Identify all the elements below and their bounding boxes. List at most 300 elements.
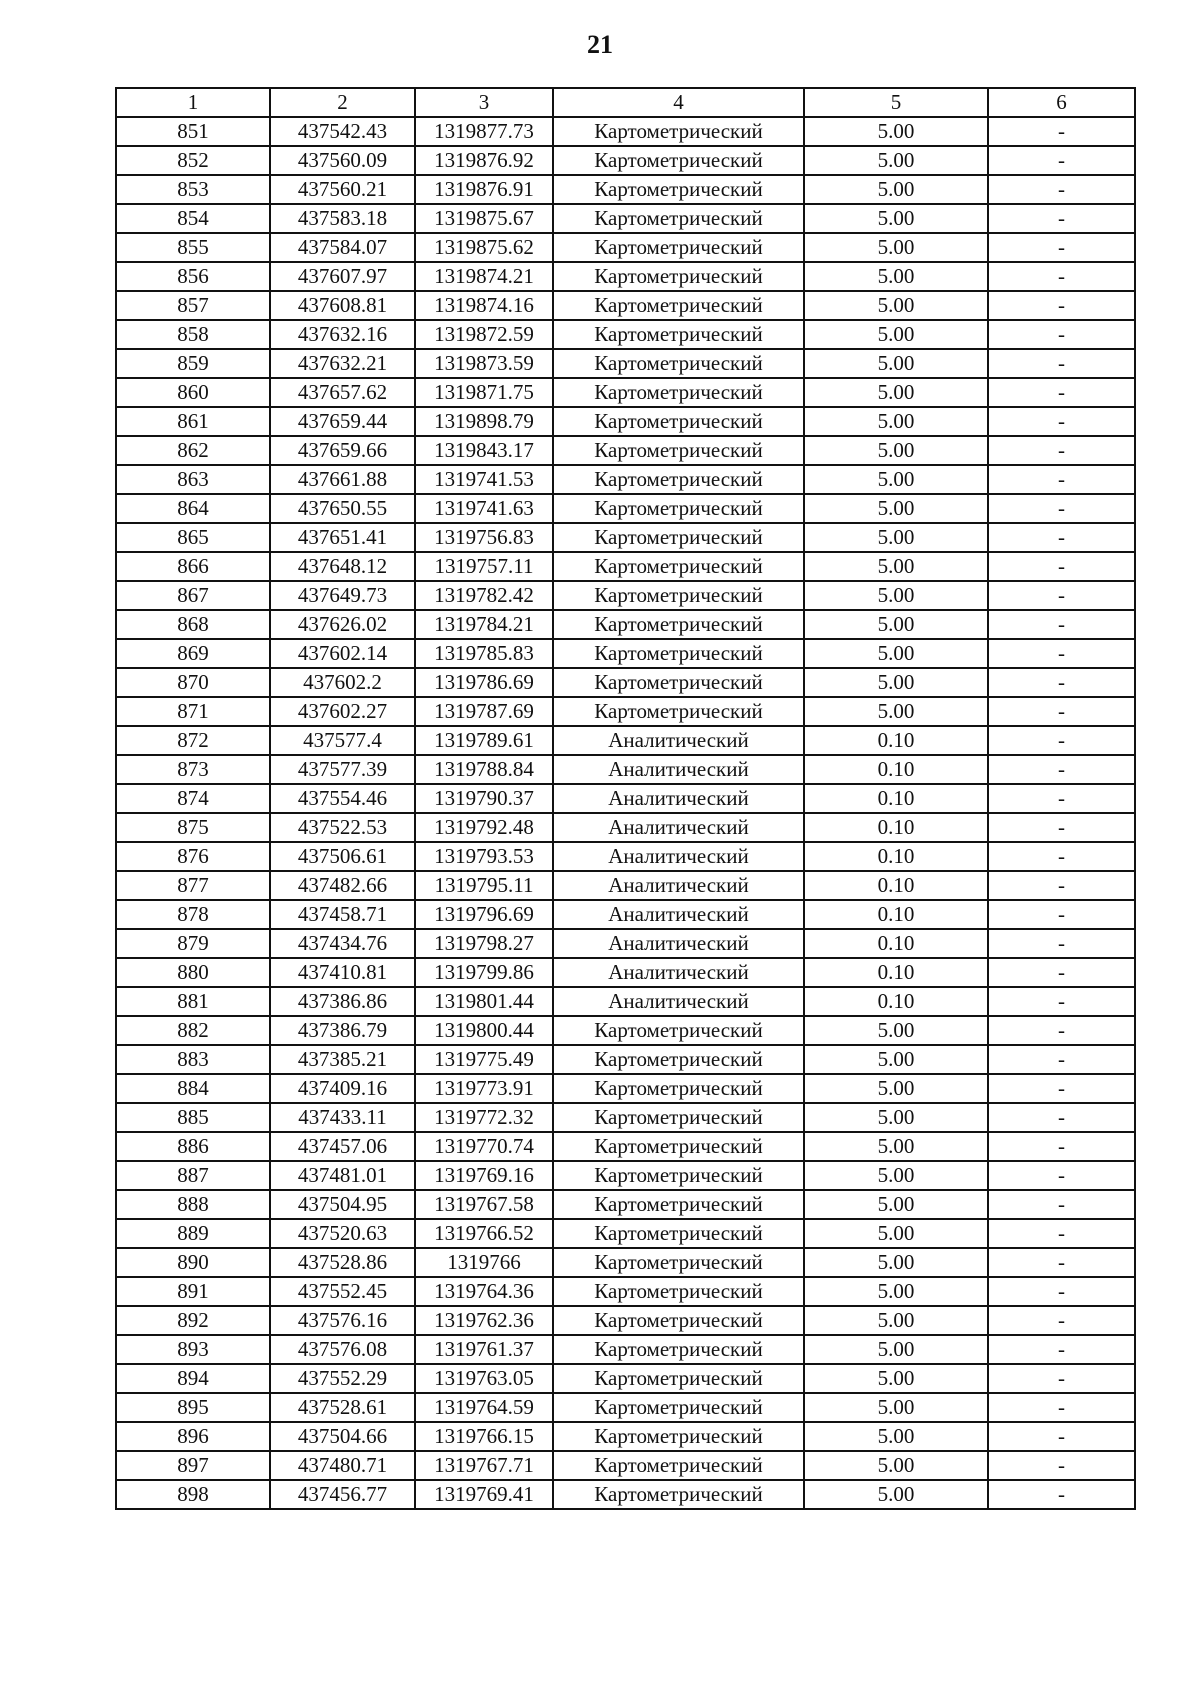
y-coordinate-cell: 1319772.32 xyxy=(415,1103,553,1132)
method-cell: Аналитический xyxy=(553,900,804,929)
method-cell: Картометрический xyxy=(553,262,804,291)
table-row xyxy=(116,233,1135,262)
table-row xyxy=(116,494,1135,523)
accuracy-cell: 0.10 xyxy=(804,755,988,784)
column-header-6: 6 xyxy=(988,88,1135,117)
table-row xyxy=(116,1277,1135,1306)
method-cell: Картометрический xyxy=(553,1190,804,1219)
x-coordinate-cell: 437560.21 xyxy=(270,175,415,204)
accuracy-cell: 5.00 xyxy=(804,494,988,523)
point-number-cell: 883 xyxy=(116,1045,270,1074)
note-cell: - xyxy=(988,1277,1135,1306)
accuracy-cell: 5.00 xyxy=(804,1277,988,1306)
point-number-cell: 867 xyxy=(116,581,270,610)
point-number-cell: 855 xyxy=(116,233,270,262)
method-cell: Картометрический xyxy=(553,1103,804,1132)
accuracy-cell: 5.00 xyxy=(804,1161,988,1190)
point-number-cell: 861 xyxy=(116,407,270,436)
x-coordinate-cell: 437409.16 xyxy=(270,1074,415,1103)
accuracy-cell: 5.00 xyxy=(804,1480,988,1509)
point-number-cell: 877 xyxy=(116,871,270,900)
point-number-cell: 898 xyxy=(116,1480,270,1509)
note-cell: - xyxy=(988,1219,1135,1248)
method-cell: Картометрический xyxy=(553,639,804,668)
table-row xyxy=(116,900,1135,929)
y-coordinate-cell: 1319874.16 xyxy=(415,291,553,320)
x-coordinate-cell: 437433.11 xyxy=(270,1103,415,1132)
method-cell: Картометрический xyxy=(553,1045,804,1074)
y-coordinate-cell: 1319775.49 xyxy=(415,1045,553,1074)
accuracy-cell: 5.00 xyxy=(804,117,988,146)
table-row xyxy=(116,1161,1135,1190)
table-row xyxy=(116,871,1135,900)
table-body xyxy=(116,117,1135,1509)
point-number-cell: 888 xyxy=(116,1190,270,1219)
note-cell: - xyxy=(988,842,1135,871)
method-cell: Аналитический xyxy=(553,784,804,813)
x-coordinate-cell: 437632.16 xyxy=(270,320,415,349)
note-cell: - xyxy=(988,1045,1135,1074)
point-number-cell: 859 xyxy=(116,349,270,378)
table-row xyxy=(116,1248,1135,1277)
table-row xyxy=(116,378,1135,407)
method-cell: Картометрический xyxy=(553,349,804,378)
note-cell: - xyxy=(988,349,1135,378)
y-coordinate-cell: 1319785.83 xyxy=(415,639,553,668)
note-cell: - xyxy=(988,813,1135,842)
accuracy-cell: 5.00 xyxy=(804,1335,988,1364)
y-coordinate-cell: 1319756.83 xyxy=(415,523,553,552)
note-cell: - xyxy=(988,1480,1135,1509)
table-row xyxy=(116,1045,1135,1074)
y-coordinate-cell: 1319874.21 xyxy=(415,262,553,291)
y-coordinate-cell: 1319789.61 xyxy=(415,726,553,755)
table-row xyxy=(116,842,1135,871)
note-cell: - xyxy=(988,668,1135,697)
accuracy-cell: 5.00 xyxy=(804,204,988,233)
point-number-cell: 885 xyxy=(116,1103,270,1132)
note-cell: - xyxy=(988,726,1135,755)
y-coordinate-cell: 1319770.74 xyxy=(415,1132,553,1161)
x-coordinate-cell: 437506.61 xyxy=(270,842,415,871)
table-row xyxy=(116,1451,1135,1480)
method-cell: Картометрический xyxy=(553,378,804,407)
accuracy-cell: 5.00 xyxy=(804,697,988,726)
x-coordinate-cell: 437577.39 xyxy=(270,755,415,784)
method-cell: Картометрический xyxy=(553,436,804,465)
point-number-cell: 872 xyxy=(116,726,270,755)
point-number-cell: 869 xyxy=(116,639,270,668)
y-coordinate-cell: 1319767.58 xyxy=(415,1190,553,1219)
point-number-cell: 858 xyxy=(116,320,270,349)
y-coordinate-cell: 1319788.84 xyxy=(415,755,553,784)
table-row xyxy=(116,1306,1135,1335)
x-coordinate-cell: 437560.09 xyxy=(270,146,415,175)
x-coordinate-cell: 437481.01 xyxy=(270,1161,415,1190)
point-number-cell: 856 xyxy=(116,262,270,291)
x-coordinate-cell: 437626.02 xyxy=(270,610,415,639)
method-cell: Картометрический xyxy=(553,1364,804,1393)
table-row xyxy=(116,1016,1135,1045)
note-cell: - xyxy=(988,1393,1135,1422)
note-cell: - xyxy=(988,523,1135,552)
table-row xyxy=(116,581,1135,610)
point-number-cell: 882 xyxy=(116,1016,270,1045)
x-coordinate-cell: 437602.2 xyxy=(270,668,415,697)
table-row xyxy=(116,146,1135,175)
point-number-cell: 854 xyxy=(116,204,270,233)
point-number-cell: 886 xyxy=(116,1132,270,1161)
x-coordinate-cell: 437659.44 xyxy=(270,407,415,436)
x-coordinate-cell: 437528.61 xyxy=(270,1393,415,1422)
accuracy-cell: 5.00 xyxy=(804,175,988,204)
note-cell: - xyxy=(988,958,1135,987)
y-coordinate-cell: 1319876.92 xyxy=(415,146,553,175)
accuracy-cell: 5.00 xyxy=(804,668,988,697)
accuracy-cell: 5.00 xyxy=(804,291,988,320)
x-coordinate-cell: 437504.66 xyxy=(270,1422,415,1451)
note-cell: - xyxy=(988,639,1135,668)
method-cell: Картометрический xyxy=(553,407,804,436)
table-row xyxy=(116,523,1135,552)
point-number-cell: 890 xyxy=(116,1248,270,1277)
y-coordinate-cell: 1319761.37 xyxy=(415,1335,553,1364)
column-header-2: 2 xyxy=(270,88,415,117)
point-number-cell: 862 xyxy=(116,436,270,465)
accuracy-cell: 0.10 xyxy=(804,929,988,958)
point-number-cell: 852 xyxy=(116,146,270,175)
note-cell: - xyxy=(988,1074,1135,1103)
method-cell: Картометрический xyxy=(553,1422,804,1451)
method-cell: Картометрический xyxy=(553,697,804,726)
method-cell: Аналитический xyxy=(553,755,804,784)
point-number-cell: 866 xyxy=(116,552,270,581)
x-coordinate-cell: 437504.95 xyxy=(270,1190,415,1219)
accuracy-cell: 5.00 xyxy=(804,1219,988,1248)
method-cell: Аналитический xyxy=(553,871,804,900)
method-cell: Картометрический xyxy=(553,175,804,204)
column-header-4: 4 xyxy=(553,88,804,117)
x-coordinate-cell: 437480.71 xyxy=(270,1451,415,1480)
point-number-cell: 871 xyxy=(116,697,270,726)
accuracy-cell: 5.00 xyxy=(804,1190,988,1219)
point-number-cell: 893 xyxy=(116,1335,270,1364)
y-coordinate-cell: 1319799.86 xyxy=(415,958,553,987)
accuracy-cell: 0.10 xyxy=(804,726,988,755)
note-cell: - xyxy=(988,494,1135,523)
method-cell: Картометрический xyxy=(553,204,804,233)
method-cell: Картометрический xyxy=(553,523,804,552)
x-coordinate-cell: 437583.18 xyxy=(270,204,415,233)
point-number-cell: 891 xyxy=(116,1277,270,1306)
y-coordinate-cell: 1319741.53 xyxy=(415,465,553,494)
table-row xyxy=(116,1422,1135,1451)
table-row xyxy=(116,407,1135,436)
note-cell: - xyxy=(988,465,1135,494)
x-coordinate-cell: 437552.29 xyxy=(270,1364,415,1393)
table-row xyxy=(116,1219,1135,1248)
method-cell: Картометрический xyxy=(553,1393,804,1422)
x-coordinate-cell: 437659.66 xyxy=(270,436,415,465)
y-coordinate-cell: 1319773.91 xyxy=(415,1074,553,1103)
point-number-cell: 863 xyxy=(116,465,270,494)
x-coordinate-cell: 437542.43 xyxy=(270,117,415,146)
method-cell: Картометрический xyxy=(553,1132,804,1161)
point-number-cell: 851 xyxy=(116,117,270,146)
x-coordinate-cell: 437602.27 xyxy=(270,697,415,726)
accuracy-cell: 0.10 xyxy=(804,813,988,842)
header-row xyxy=(116,88,1135,117)
note-cell: - xyxy=(988,436,1135,465)
point-number-cell: 868 xyxy=(116,610,270,639)
note-cell: - xyxy=(988,204,1135,233)
method-cell: Картометрический xyxy=(553,610,804,639)
x-coordinate-cell: 437584.07 xyxy=(270,233,415,262)
table-row xyxy=(116,668,1135,697)
y-coordinate-cell: 1319762.36 xyxy=(415,1306,553,1335)
table-row xyxy=(116,1103,1135,1132)
x-coordinate-cell: 437608.81 xyxy=(270,291,415,320)
x-coordinate-cell: 437576.08 xyxy=(270,1335,415,1364)
method-cell: Картометрический xyxy=(553,465,804,494)
note-cell: - xyxy=(988,1016,1135,1045)
method-cell: Картометрический xyxy=(553,1248,804,1277)
table-row xyxy=(116,117,1135,146)
y-coordinate-cell: 1319790.37 xyxy=(415,784,553,813)
table-row xyxy=(116,1190,1135,1219)
x-coordinate-cell: 437661.88 xyxy=(270,465,415,494)
note-cell: - xyxy=(988,871,1135,900)
y-coordinate-cell: 1319795.11 xyxy=(415,871,553,900)
y-coordinate-cell: 1319787.69 xyxy=(415,697,553,726)
method-cell: Картометрический xyxy=(553,291,804,320)
page-number: 21 xyxy=(587,30,613,59)
y-coordinate-cell: 1319871.75 xyxy=(415,378,553,407)
x-coordinate-cell: 437434.76 xyxy=(270,929,415,958)
method-cell: Картометрический xyxy=(553,1016,804,1045)
point-number-cell: 887 xyxy=(116,1161,270,1190)
y-coordinate-cell: 1319800.44 xyxy=(415,1016,553,1045)
x-coordinate-cell: 437577.4 xyxy=(270,726,415,755)
note-cell: - xyxy=(988,175,1135,204)
y-coordinate-cell: 1319741.63 xyxy=(415,494,553,523)
table-row xyxy=(116,813,1135,842)
accuracy-cell: 5.00 xyxy=(804,233,988,262)
accuracy-cell: 5.00 xyxy=(804,581,988,610)
note-cell: - xyxy=(988,233,1135,262)
x-coordinate-cell: 437385.21 xyxy=(270,1045,415,1074)
method-cell: Картометрический xyxy=(553,146,804,175)
note-cell: - xyxy=(988,581,1135,610)
y-coordinate-cell: 1319757.11 xyxy=(415,552,553,581)
method-cell: Картометрический xyxy=(553,1074,804,1103)
y-coordinate-cell: 1319786.69 xyxy=(415,668,553,697)
method-cell: Аналитический xyxy=(553,958,804,987)
method-cell: Картометрический xyxy=(553,581,804,610)
accuracy-cell: 5.00 xyxy=(804,552,988,581)
column-header-1: 1 xyxy=(116,88,270,117)
method-cell: Аналитический xyxy=(553,842,804,871)
point-number-cell: 875 xyxy=(116,813,270,842)
column-header-3: 3 xyxy=(415,88,553,117)
note-cell: - xyxy=(988,697,1135,726)
x-coordinate-cell: 437657.62 xyxy=(270,378,415,407)
table-row xyxy=(116,175,1135,204)
y-coordinate-cell: 1319793.53 xyxy=(415,842,553,871)
y-coordinate-cell: 1319796.69 xyxy=(415,900,553,929)
point-number-cell: 860 xyxy=(116,378,270,407)
method-cell: Картометрический xyxy=(553,1335,804,1364)
table-row xyxy=(116,610,1135,639)
y-coordinate-cell: 1319801.44 xyxy=(415,987,553,1016)
table-row xyxy=(116,262,1135,291)
note-cell: - xyxy=(988,262,1135,291)
x-coordinate-cell: 437651.41 xyxy=(270,523,415,552)
x-coordinate-cell: 437386.79 xyxy=(270,1016,415,1045)
x-coordinate-cell: 437456.77 xyxy=(270,1480,415,1509)
accuracy-cell: 5.00 xyxy=(804,1364,988,1393)
x-coordinate-cell: 437632.21 xyxy=(270,349,415,378)
note-cell: - xyxy=(988,784,1135,813)
table-row xyxy=(116,1393,1135,1422)
point-number-cell: 873 xyxy=(116,755,270,784)
x-coordinate-cell: 437457.06 xyxy=(270,1132,415,1161)
table-row xyxy=(116,552,1135,581)
x-coordinate-cell: 437410.81 xyxy=(270,958,415,987)
table-row xyxy=(116,726,1135,755)
accuracy-cell: 5.00 xyxy=(804,1074,988,1103)
accuracy-cell: 0.10 xyxy=(804,842,988,871)
method-cell: Картометрический xyxy=(553,117,804,146)
x-coordinate-cell: 437607.97 xyxy=(270,262,415,291)
table-row xyxy=(116,958,1135,987)
point-number-cell: 864 xyxy=(116,494,270,523)
y-coordinate-cell: 1319769.41 xyxy=(415,1480,553,1509)
table-row xyxy=(116,639,1135,668)
method-cell: Картометрический xyxy=(553,1451,804,1480)
note-cell: - xyxy=(988,900,1135,929)
y-coordinate-cell: 1319898.79 xyxy=(415,407,553,436)
note-cell: - xyxy=(988,755,1135,784)
x-coordinate-cell: 437528.86 xyxy=(270,1248,415,1277)
table-row xyxy=(116,204,1135,233)
accuracy-cell: 5.00 xyxy=(804,1306,988,1335)
table-row xyxy=(116,1364,1135,1393)
x-coordinate-cell: 437552.45 xyxy=(270,1277,415,1306)
note-cell: - xyxy=(988,929,1135,958)
y-coordinate-cell: 1319798.27 xyxy=(415,929,553,958)
table-row xyxy=(116,349,1135,378)
y-coordinate-cell: 1319766 xyxy=(415,1248,553,1277)
coordinates-table xyxy=(115,87,1136,1510)
note-cell: - xyxy=(988,407,1135,436)
point-number-cell: 853 xyxy=(116,175,270,204)
accuracy-cell: 5.00 xyxy=(804,1393,988,1422)
accuracy-cell: 5.00 xyxy=(804,1016,988,1045)
accuracy-cell: 5.00 xyxy=(804,1248,988,1277)
x-coordinate-cell: 437482.66 xyxy=(270,871,415,900)
method-cell: Картометрический xyxy=(553,233,804,262)
y-coordinate-cell: 1319766.52 xyxy=(415,1219,553,1248)
accuracy-cell: 5.00 xyxy=(804,436,988,465)
method-cell: Картометрический xyxy=(553,552,804,581)
point-number-cell: 895 xyxy=(116,1393,270,1422)
y-coordinate-cell: 1319875.62 xyxy=(415,233,553,262)
note-cell: - xyxy=(988,987,1135,1016)
point-number-cell: 880 xyxy=(116,958,270,987)
x-coordinate-cell: 437602.14 xyxy=(270,639,415,668)
accuracy-cell: 5.00 xyxy=(804,639,988,668)
table-row xyxy=(116,465,1135,494)
accuracy-cell: 5.00 xyxy=(804,262,988,291)
method-cell: Аналитический xyxy=(553,813,804,842)
y-coordinate-cell: 1319763.05 xyxy=(415,1364,553,1393)
accuracy-cell: 5.00 xyxy=(804,523,988,552)
y-coordinate-cell: 1319873.59 xyxy=(415,349,553,378)
accuracy-cell: 5.00 xyxy=(804,1422,988,1451)
note-cell: - xyxy=(988,552,1135,581)
y-coordinate-cell: 1319782.42 xyxy=(415,581,553,610)
x-coordinate-cell: 437520.63 xyxy=(270,1219,415,1248)
accuracy-cell: 5.00 xyxy=(804,1451,988,1480)
y-coordinate-cell: 1319843.17 xyxy=(415,436,553,465)
x-coordinate-cell: 437522.53 xyxy=(270,813,415,842)
accuracy-cell: 0.10 xyxy=(804,987,988,1016)
note-cell: - xyxy=(988,1190,1135,1219)
point-number-cell: 884 xyxy=(116,1074,270,1103)
table-row xyxy=(116,1132,1135,1161)
accuracy-cell: 5.00 xyxy=(804,146,988,175)
table-row xyxy=(116,1335,1135,1364)
note-cell: - xyxy=(988,320,1135,349)
method-cell: Картометрический xyxy=(553,1219,804,1248)
table-row xyxy=(116,755,1135,784)
y-coordinate-cell: 1319784.21 xyxy=(415,610,553,639)
accuracy-cell: 0.10 xyxy=(804,784,988,813)
y-coordinate-cell: 1319764.59 xyxy=(415,1393,553,1422)
table-row xyxy=(116,1074,1135,1103)
column-header-5: 5 xyxy=(804,88,988,117)
note-cell: - xyxy=(988,378,1135,407)
note-cell: - xyxy=(988,1103,1135,1132)
note-cell: - xyxy=(988,1132,1135,1161)
method-cell: Картометрический xyxy=(553,494,804,523)
y-coordinate-cell: 1319766.15 xyxy=(415,1422,553,1451)
table-header xyxy=(116,88,1135,117)
accuracy-cell: 5.00 xyxy=(804,407,988,436)
note-cell: - xyxy=(988,146,1135,175)
accuracy-cell: 5.00 xyxy=(804,378,988,407)
point-number-cell: 878 xyxy=(116,900,270,929)
y-coordinate-cell: 1319767.71 xyxy=(415,1451,553,1480)
accuracy-cell: 5.00 xyxy=(804,320,988,349)
accuracy-cell: 0.10 xyxy=(804,900,988,929)
point-number-cell: 896 xyxy=(116,1422,270,1451)
method-cell: Картометрический xyxy=(553,1277,804,1306)
method-cell: Картометрический xyxy=(553,1161,804,1190)
x-coordinate-cell: 437649.73 xyxy=(270,581,415,610)
accuracy-cell: 5.00 xyxy=(804,1132,988,1161)
note-cell: - xyxy=(988,1306,1135,1335)
x-coordinate-cell: 437458.71 xyxy=(270,900,415,929)
x-coordinate-cell: 437650.55 xyxy=(270,494,415,523)
y-coordinate-cell: 1319769.16 xyxy=(415,1161,553,1190)
y-coordinate-cell: 1319872.59 xyxy=(415,320,553,349)
x-coordinate-cell: 437554.46 xyxy=(270,784,415,813)
accuracy-cell: 5.00 xyxy=(804,610,988,639)
note-cell: - xyxy=(988,1161,1135,1190)
table-row xyxy=(116,291,1135,320)
